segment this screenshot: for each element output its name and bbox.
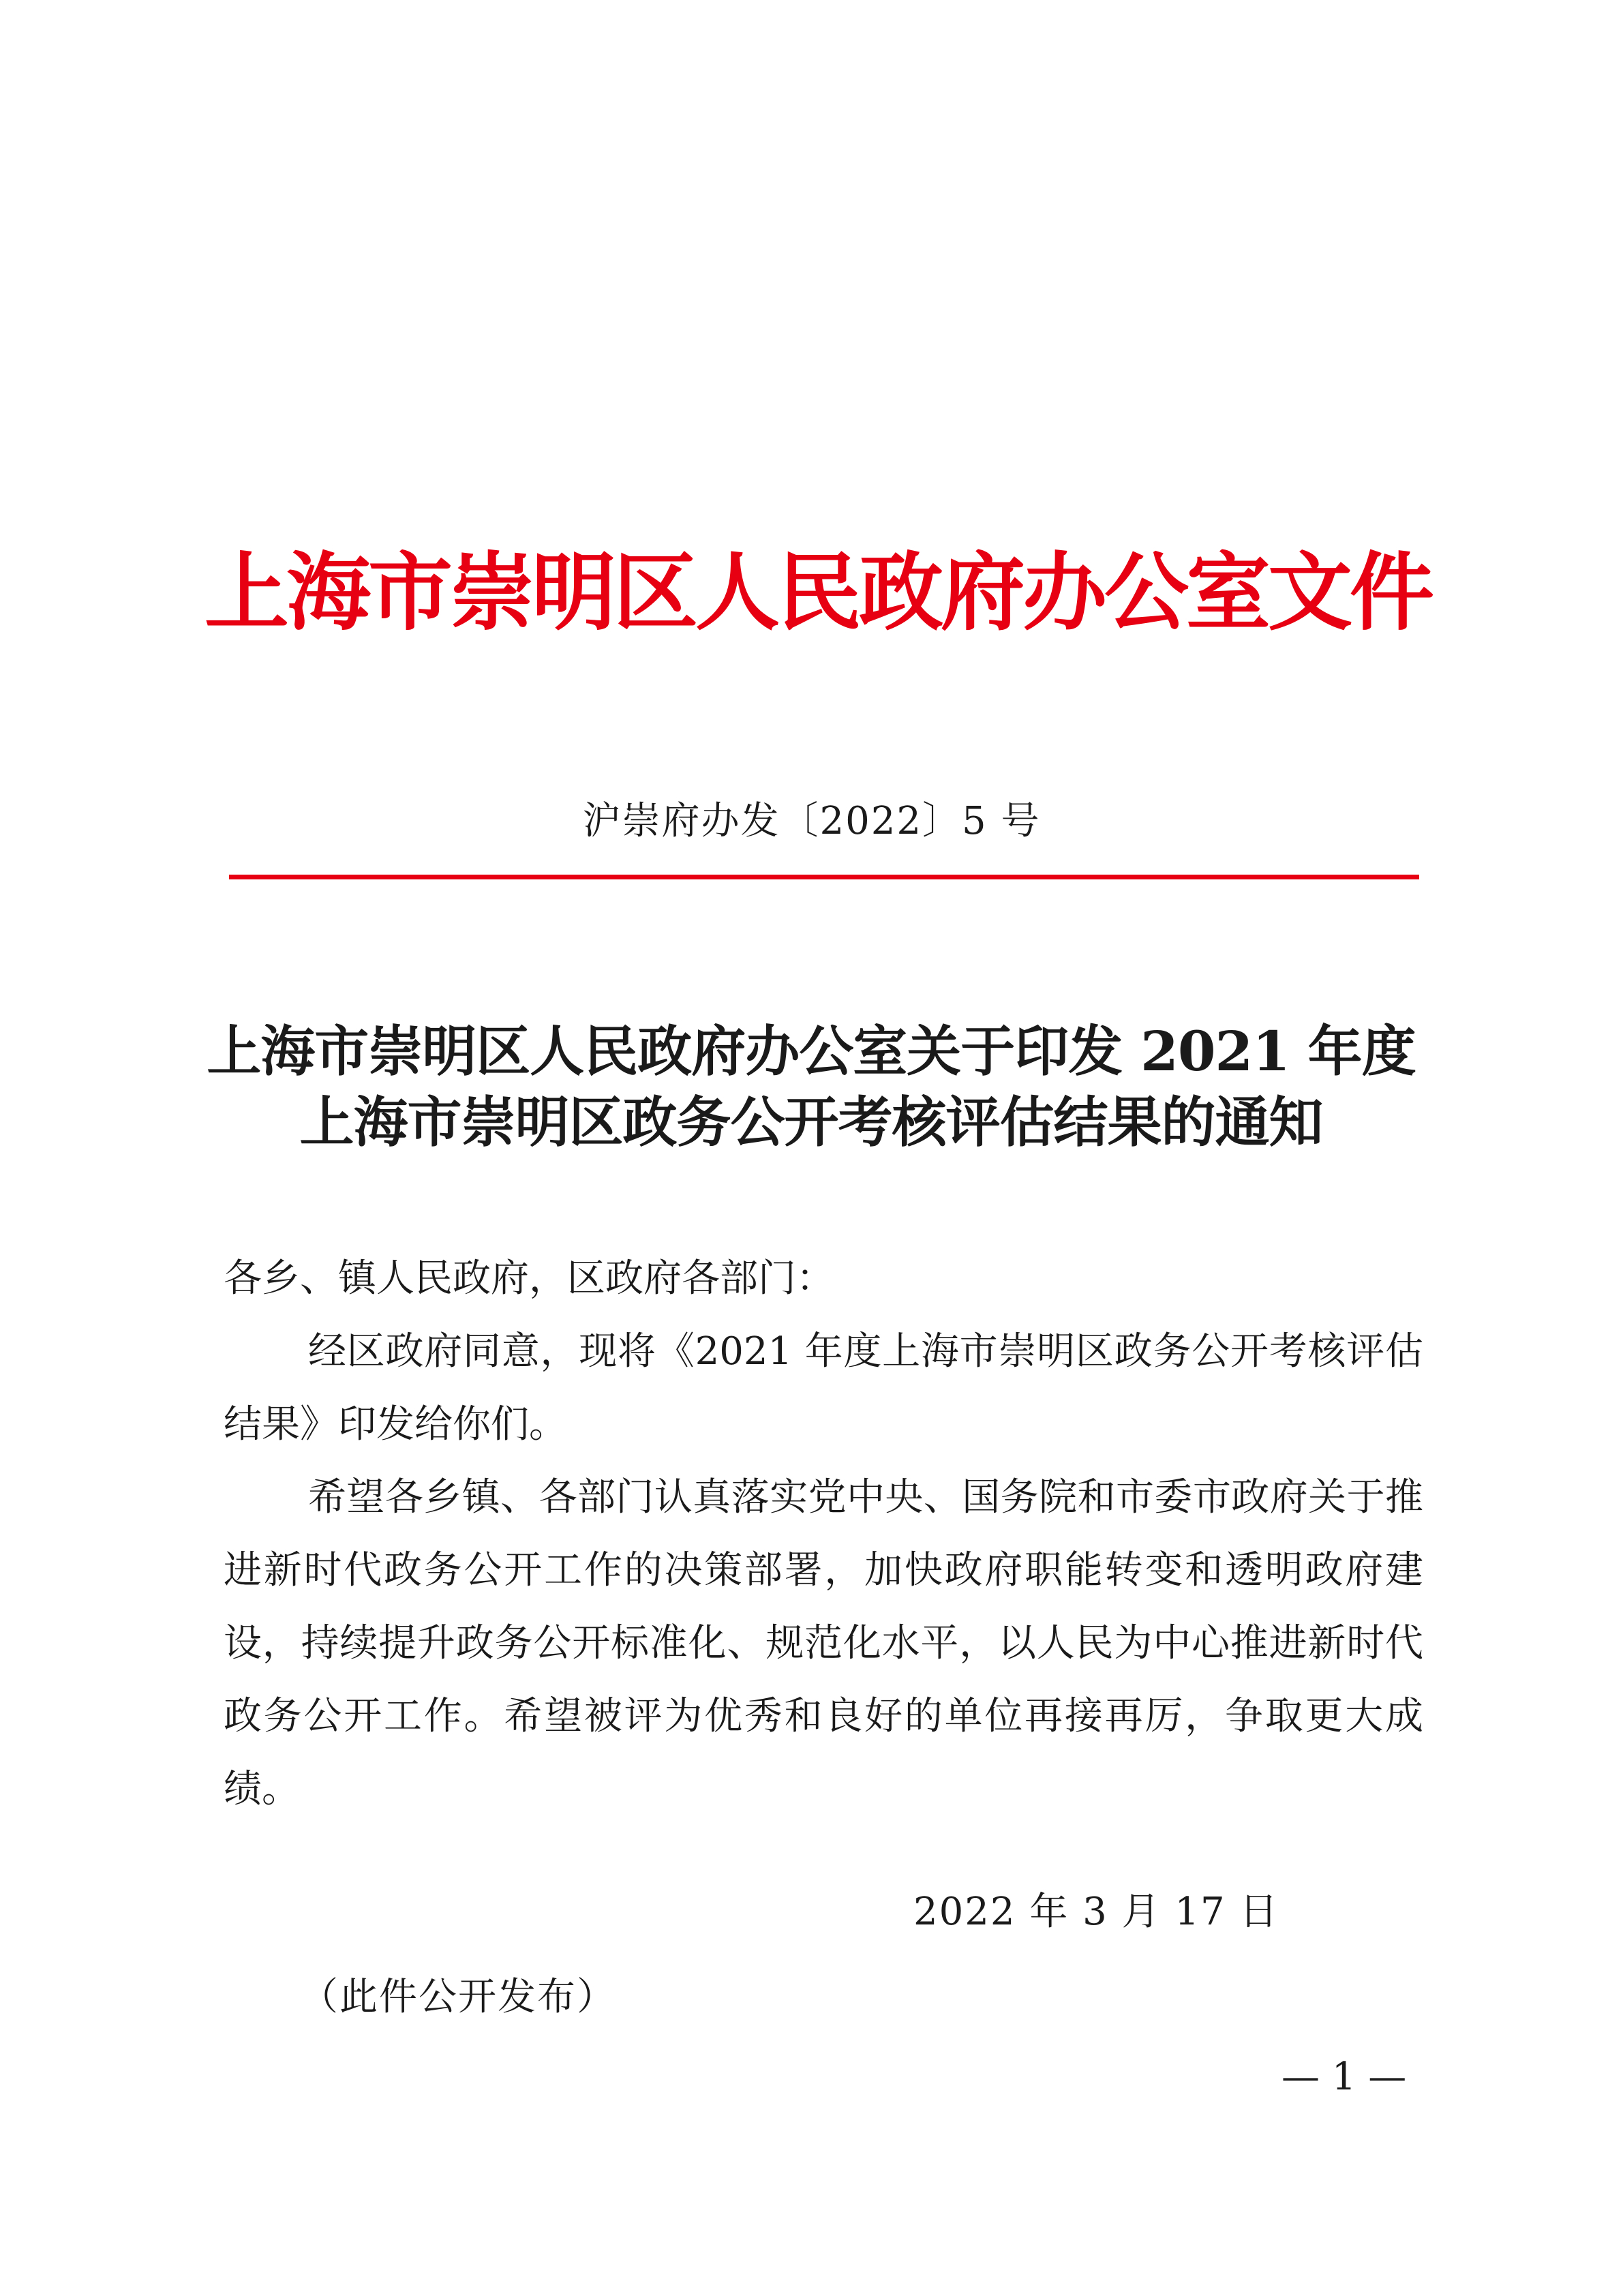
issue-date: 2022 年 3 月 17 日 xyxy=(913,1890,1279,1934)
title-line-1: 上海市崇明区人民政府办公室关于印发 2021 年度 xyxy=(207,1019,1416,1083)
public-release-note: （此件公开发布） xyxy=(300,1975,616,2019)
body-paragraph-1: 经区政府同意，现将《2021 年度上海市崇明区政务公开考核评估结果》印发给你们。 xyxy=(224,1329,1423,1447)
document-title xyxy=(204,1016,1418,1158)
issuer-heading: 上海市崇明区人民政府办公室文件 xyxy=(204,543,1432,642)
red-divider-line xyxy=(229,875,1419,879)
salutation: 各乡、镇人民政府，区政府各部门： xyxy=(224,1256,834,1301)
document-body xyxy=(224,1242,1423,1826)
title-line-2: 上海市崇明区政务公开考核评估结果的通知 xyxy=(299,1090,1323,1154)
document-number: 沪崇府办发〔2022〕5 号 xyxy=(582,799,1041,843)
page-number: — 1 — xyxy=(1281,2055,1407,2099)
body-paragraph-2: 希望各乡镇、各部门认真落实党中央、国务院和市委市政府关于推进新时代政务公开工作的决策部署，加快政府职能转变和透明政府建设，持续提升政务公开标准化、规范化水平，以人民为中心推进新时代政务公开工作。希望被评为优秀和良好的单位再接再厉，争取更大成绩。 xyxy=(224,1475,1423,1811)
